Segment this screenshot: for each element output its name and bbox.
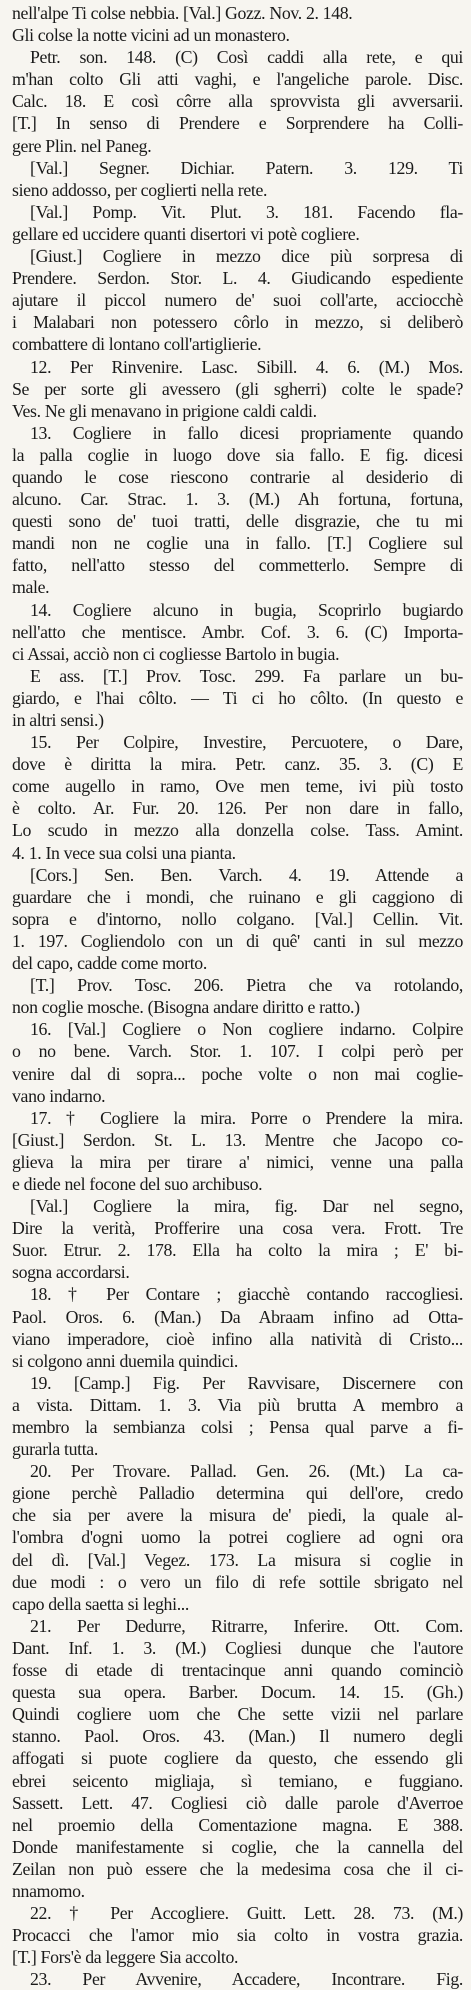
text-line: E ass. [T.] Prov. Tosc. 299. Fa parlare un bu-	[30, 665, 463, 686]
text-line: [T.] In senso di Prendere e Sorprendere ha Colli-	[12, 113, 463, 134]
text-line: [Cors.] Sen. Ben. Varch. 4. 19. Attende a	[30, 864, 463, 885]
text-line: fosse di etade di trentacinque anni quando cominciò	[12, 1660, 463, 1681]
text-line: gione perchè Palladio determina qui dell'ore, credo	[12, 1483, 463, 1504]
text-line: affogati si puote cogliere da questo, che essendo gli	[12, 1748, 463, 1769]
text-line: stanno. Paol. Oros. 43. (Man.) Il numero degli	[12, 1726, 463, 1747]
text-line: questi sono de' tuoi tratti, delle disgrazie, che tu mi	[12, 511, 463, 532]
text-line: 4. 1. In vece sua colsi una pianta.	[12, 842, 236, 863]
text-line: guardare che i mondi, che ruinano e gli caggiono di	[12, 886, 463, 907]
text-line: venire dal di sopra... poche volte o non mai coglie-	[12, 1063, 463, 1084]
text-line: capo della saetta si leghi...	[12, 1593, 189, 1614]
text-line: [T.] Prov. Tosc. 206. Pietra che va rotolando,	[30, 975, 463, 996]
text-line: combattere di lontano coll'artiglierie.	[12, 334, 262, 355]
text-line: in altri sensi.)	[12, 710, 104, 730]
text-line: nell'atto che mentisce. Ambr. Cof. 3. 6. (C) Importa-	[12, 621, 463, 642]
text-line: Procacci che l'amor mio sia colto in vostra grazia.	[12, 1925, 463, 1946]
text-line: alcuno. Car. Strac. 1. 3. (M.) Ah fortuna, fortuna,	[12, 489, 463, 510]
text-line: del dì. [Val.] Vegez. 173. La misura si coglie in	[12, 1549, 463, 1570]
text-line: Donde manifestamente si coglie, che la cannella del	[12, 1836, 463, 1857]
text-line: 17. † Cogliere la mira. Porre o Prendere la mira.	[30, 1107, 463, 1128]
text-line: 16. [Val.] Cogliere o Non cogliere indarno. Colpire	[30, 1019, 463, 1040]
text-line: Zeilan non può essere che la medesima cosa che il ci-	[12, 1858, 463, 1879]
text-line: si colgono anni duemila quindici.	[12, 1350, 238, 1371]
text-line: nnamomo.	[12, 1880, 85, 1901]
text-line: [T.] Fors'è da leggere Sia accolto.	[12, 1947, 239, 1968]
text-line: 20. Per Trovare. Pallad. Gen. 26. (Mt.) La ca-	[30, 1461, 463, 1482]
text-line: membro la sembianza colsi ; Pensa qual parve a fi-	[12, 1417, 463, 1437]
text-line: Calc. 18. E così côrre alla sprovvista gli avversarii.	[12, 91, 463, 112]
text-line: gurarla tutta.	[12, 1439, 98, 1460]
text-line: fatto, nell'atto stesso del commetterlo. Sempre di	[12, 555, 463, 576]
text-line: m'han colto Gli atti vaghi, e l'angeliche parole. Disc.	[12, 69, 463, 90]
text-line: Paol. Oros. 6. (Man.) Da Abraam infino ad Otta-	[12, 1306, 463, 1327]
text-line: [Val.] Pomp. Vit. Plut. 3. 181. Facendo fla-	[30, 201, 463, 222]
text-line: 13. Cogliere in fallo dicesi propriamente quando	[30, 422, 463, 443]
text-line: che sia per avere la misura de' piedi, la quale al-	[12, 1505, 463, 1526]
text-line: giardo, e l'hai côlto. — Ti ci ho côlto. (In questo e	[12, 687, 463, 708]
text-line: quando le cose riescono contrarie al desiderio di	[12, 466, 463, 487]
text-line: 23. Per Avvenire, Accadere, Incontrare. Fig.	[30, 1969, 463, 1990]
text-line: Se per sorte gli avessero (gli sgherri) colte le spade?	[12, 378, 463, 399]
text-line: Quindi cogliere uom che Che sette vizii nel parlare	[12, 1704, 463, 1725]
text-line: 15. Per Colpire, Investire, Percuotere, o Dare,	[30, 732, 463, 753]
text-line: del capo, cadde come morto.	[12, 953, 207, 974]
text-line: gellare ed uccidere quanti disertori vi potè cogliere.	[12, 223, 360, 244]
text-line: 1. 197. Cogliendolo con un di quê' canti in sul mezzo	[12, 930, 463, 951]
text-line: Suor. Etrur. 2. 178. Ella ha colto la mira ; E' bi-	[12, 1240, 463, 1261]
text-line: questa sua opera. Barber. Docum. 14. 15. (Gh.)	[12, 1682, 463, 1703]
text-line: Lo scudo in mezzo alla donzella colse. Tass. Amint.	[12, 820, 463, 841]
text-line: ajutare il piccol numero de' suoi coll'arte, acciocchè	[12, 290, 463, 311]
text-line: Ves. Ne gli menavano in prigione caldi caldi.	[12, 400, 317, 421]
text-line: 12. Per Rinvenire. Lasc. Sibill. 4. 6. (M.) Mos.	[30, 356, 463, 377]
text-line: a vista. Dittam. 1. 3. Via più brutta A membro a	[12, 1394, 463, 1415]
text-line: sopra e d'intorno, nollo colgano. [Val.] Cellin. Vit.	[12, 908, 463, 929]
text-line: due modi : o vero un filo di refe sottile sbrigato nel	[12, 1571, 463, 1592]
text-line: Sassett. Lett. 47. Cogliesi ciò dalle parole d'Averroe	[12, 1792, 463, 1813]
text-line: non coglie mosche. (Bisogna andare diritto e ratto.)	[12, 997, 360, 1018]
text-line: come augello in ramo, Ove men teme, ivi più tosto	[12, 776, 463, 797]
text-line: Prendere. Serdon. Stor. L. 4. Giudicando espediente	[12, 268, 463, 289]
text-line: [Giust.] Serdon. St. L. 13. Mentre che Jacopo co-	[12, 1129, 463, 1150]
text-line: è colto. Ar. Fur. 20. 126. Per non dare in fallo,	[12, 798, 463, 819]
text-line: dove è diritta la mira. Petr. canz. 35. 3. (C) E	[12, 754, 463, 775]
text-line: [Val.] Segner. Dichiar. Patern. 3. 129. Ti	[30, 157, 463, 178]
text-line: mandi non ne coglie una in fallo. [T.] Cogliere sul	[12, 533, 463, 554]
text-line: ci Assai, acciò non ci cogliesse Bartolo in bugia.	[12, 643, 340, 664]
text-line: male.	[12, 577, 50, 598]
text-line: sieno addosso, per coglierti nella rete.	[12, 179, 268, 200]
text-line: nel proemio della Comentazione magna. E 388.	[12, 1814, 463, 1835]
text-line: gere Plin. nel Paneg.	[12, 135, 152, 156]
text-line: 14. Cogliere alcuno in bugia, Scoprirlo bugiardo	[30, 599, 463, 620]
text-line: ebrei seicento migliaja, sì temiano, e fuggiano.	[12, 1770, 463, 1791]
text-line: Petr. son. 148. (C) Così caddi alla rete, e qui	[30, 47, 463, 68]
text-line: [Giust.] Cogliere in mezzo dice più sorpresa di	[30, 246, 463, 267]
text-line: Dant. Inf. 1. 3. (M.) Cogliesi dunque che l'autore	[12, 1637, 463, 1658]
text-line: o no bene. Varch. Stor. 1. 107. I colpi però per	[12, 1041, 463, 1062]
text-line: Gli colse la notte vicini ad un monastero.	[12, 25, 290, 46]
text-line: [Val.] Cogliere la mira, fig. Dar nel segno,	[30, 1196, 463, 1217]
text-line: nell'alpe Ti colse nebbia. [Val.] Gozz. Nov. 2. 148.	[12, 3, 353, 23]
text-line: 21. Per Dedurre, Ritrarre, Inferire. Ott. Com.	[30, 1615, 463, 1636]
text-line: 19. [Camp.] Fig. Per Ravvisare, Discernere con	[30, 1372, 463, 1393]
text-line: 18. † Per Contare ; giacchè contando raccogliesi.	[30, 1284, 463, 1305]
text-line: vano indarno.	[12, 1085, 106, 1106]
text-line: e diede nel focone del suo archibuso.	[12, 1173, 263, 1194]
text-line: Dire la verità, Profferire una cosa vera. Frott. Tre	[12, 1218, 463, 1239]
text-line: i Malabari non potessero côrlo in mezzo, si deliberò	[12, 312, 463, 333]
text-line: glieva la mira per tirare a' nimici, venne una palla	[12, 1151, 463, 1172]
text-line: l'ombra d'ogni uomo la potrei cogliere ad ogni ora	[12, 1527, 463, 1548]
text-line: la palla coglie in luogo dove sia fallo. E fig. dicesi	[12, 444, 463, 465]
text-line: viano imperadore, cioè infino alla natività di Cristo...	[12, 1328, 463, 1349]
text-line: 22. † Per Accogliere. Guitt. Lett. 28. 73. (M.)	[30, 1903, 463, 1924]
text-line: sogna accordarsi.	[12, 1262, 130, 1283]
